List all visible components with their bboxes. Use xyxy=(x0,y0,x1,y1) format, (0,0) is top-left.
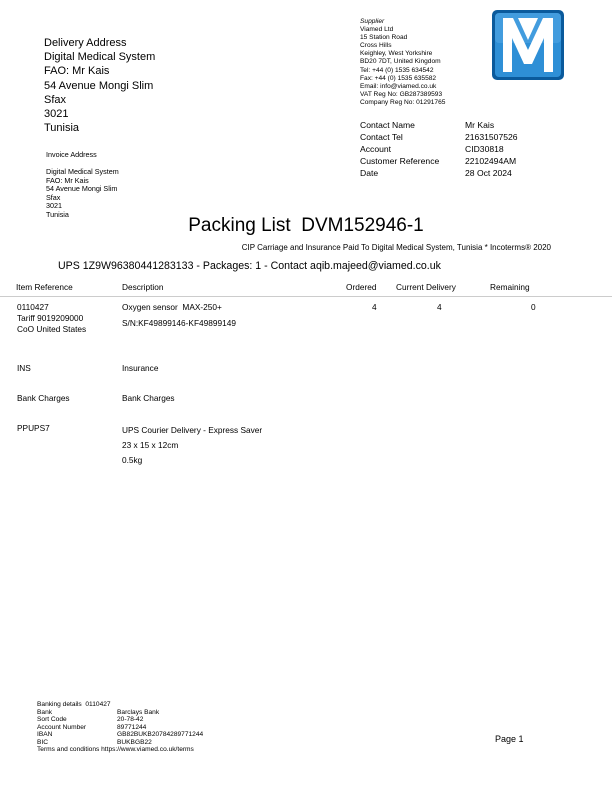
banking-label: Sort Code xyxy=(37,716,67,723)
delivery-address-heading: Delivery Address xyxy=(44,37,127,49)
contact-row xyxy=(360,119,518,131)
banking-row xyxy=(37,716,203,724)
banking-value: Barclays Bank xyxy=(117,708,160,716)
table-row-desc xyxy=(122,302,236,329)
contact-label: Contact Name xyxy=(360,120,415,130)
column-header-description: Description xyxy=(122,282,164,292)
contact-label: Customer Reference xyxy=(360,156,440,166)
delivery-address-line: 3021 xyxy=(44,108,69,121)
banking-value: BUKBGB22 xyxy=(117,738,152,746)
supplier-line: Viamed Ltd xyxy=(360,26,394,34)
invoice-address-heading: Invoice Address xyxy=(46,150,97,159)
supplier-block xyxy=(360,18,445,107)
invoice-address-line: FAO: Mr Kais xyxy=(46,175,89,185)
incoterm-line: CIP Carriage and Insurance Paid To Digital Medical System, Tunisia * Incoterms® 2020 xyxy=(241,243,551,252)
delivery-address-line: Digital Medical System xyxy=(44,51,156,64)
column-header-ordered: Ordered xyxy=(346,282,377,292)
supplier-line: Company Reg No: 01291765 xyxy=(360,98,446,106)
remaining-qty: 0 xyxy=(531,302,536,312)
contact-details xyxy=(360,119,518,179)
delivery-address-line: Sfax xyxy=(44,93,67,106)
invoice-address-line: 3021 xyxy=(46,201,62,211)
tariff-code: Tariff 9019209000 xyxy=(17,313,84,323)
item-description: Bank Charges xyxy=(122,393,175,403)
supplier-line: 15 Station Road xyxy=(360,34,408,42)
current-delivery-qty: 4 xyxy=(437,302,442,312)
package-dimensions: 23 x 15 x 12cm xyxy=(122,440,179,450)
supplier-line: VAT Reg No: GB287389593 xyxy=(360,90,443,98)
delivery-address-line: Tunisia xyxy=(44,122,80,135)
banking-value: 89771244 xyxy=(117,723,147,731)
supplier-heading: Supplier xyxy=(360,18,385,25)
banking-label: Account Number xyxy=(37,723,87,731)
supplier-line: Cross Hills xyxy=(360,42,392,50)
shipping-line: UPS 1Z9W96380441283133 - Packages: 1 - Contact aqib.majeed@viamed.co.uk xyxy=(58,260,441,272)
column-header-item-reference: Item Reference xyxy=(16,282,73,292)
invoice-address-line: Digital Medical System xyxy=(46,167,119,176)
delivery-address-line: 54 Avenue Mongi Slim xyxy=(44,79,154,92)
contact-row xyxy=(360,155,518,167)
contact-label: Date xyxy=(360,168,379,178)
delivery-address xyxy=(44,36,155,135)
delivery-address-line: FAO: Mr Kais xyxy=(44,65,110,78)
table-row-desc xyxy=(122,423,262,468)
supplier-line: BD20 7DT, United Kingdom xyxy=(360,58,441,66)
banking-row xyxy=(37,731,203,739)
logo-mark-icon xyxy=(492,10,564,80)
contact-row xyxy=(360,131,518,143)
supplier-line: Email: info@viamed.co.uk xyxy=(360,82,437,90)
terms-link[interactable]: Terms and conditions https://www.viamed.co.uk/terms xyxy=(37,746,194,753)
item-description: UPS Courier Delivery - Express Saver xyxy=(122,425,263,435)
column-header-remaining: Remaining xyxy=(490,282,530,292)
banking-value: GB82BUKB20784289771244 xyxy=(117,731,204,738)
page-number: Page 1 xyxy=(495,734,524,744)
country-of-origin: CoO United States xyxy=(17,324,87,334)
item-reference: PPUPS7 xyxy=(17,423,50,433)
document-title: Packing List DVM152946-1 xyxy=(188,215,424,236)
banking-label: Bank xyxy=(37,708,53,716)
item-reference: INS xyxy=(17,363,31,373)
banking-details xyxy=(37,701,203,754)
contact-value: Mr Kais xyxy=(465,120,495,130)
serial-numbers: S/N:KF49899146-KF49899149 xyxy=(122,318,236,328)
banking-row xyxy=(37,709,203,717)
item-reference: 0110427 xyxy=(17,302,49,312)
item-description: Oxygen sensor MAX-250+ xyxy=(122,302,222,312)
banking-label: IBAN xyxy=(37,731,53,738)
banking-heading: Banking details 0110427 xyxy=(37,701,111,708)
contact-value: 21631507526 xyxy=(465,132,518,142)
banking-row xyxy=(37,739,203,747)
contact-row xyxy=(360,167,518,179)
invoice-address-line: 54 Avenue Mongi Slim xyxy=(46,184,118,194)
invoice-address-line: Sfax xyxy=(46,192,61,202)
contact-value: 22102494AM xyxy=(465,156,517,166)
column-header-current-delivery: Current Delivery xyxy=(396,282,456,292)
item-reference: Bank Charges xyxy=(17,393,70,403)
item-description: Insurance xyxy=(122,363,159,373)
supplier-line: Fax: +44 (0) 1535 635582 xyxy=(360,74,437,82)
contact-label: Contact Tel xyxy=(360,132,403,142)
viamed-logo xyxy=(492,10,564,80)
supplier-line: Keighley, West Yorkshire xyxy=(360,50,433,58)
invoice-address xyxy=(46,168,119,220)
header-divider xyxy=(0,296,612,297)
invoice-address-line: Tunisia xyxy=(46,209,69,219)
ordered-qty: 4 xyxy=(372,302,377,312)
contact-value: 28 Oct 2024 xyxy=(465,168,512,178)
package-weight: 0.5kg xyxy=(122,455,143,465)
supplier-line: Tel: +44 (0) 1535 634542 xyxy=(360,66,434,74)
banking-label: BIC xyxy=(37,738,48,746)
banking-value: 20-78-42 xyxy=(117,716,144,723)
banking-row xyxy=(37,724,203,732)
contact-row xyxy=(360,143,518,155)
contact-value: CID30818 xyxy=(465,144,504,154)
contact-label: Account xyxy=(360,144,392,154)
table-row-ref xyxy=(17,302,86,335)
